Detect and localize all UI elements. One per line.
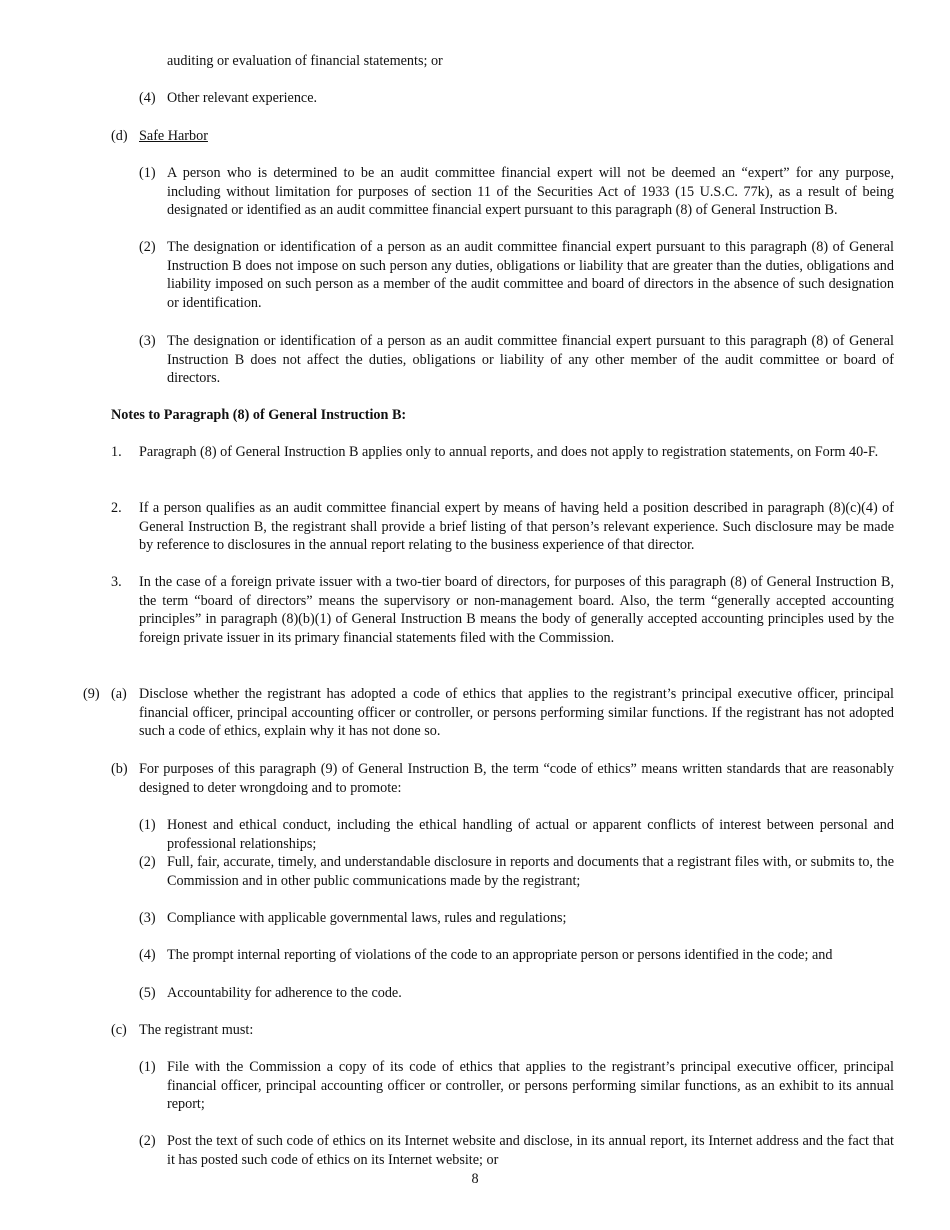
subparagraph-marker: (b): [111, 761, 128, 777]
item-marker: (2): [139, 239, 156, 255]
paragraph-marker: (9): [83, 686, 100, 702]
note-marker: 2.: [111, 500, 122, 516]
item-marker: (1): [139, 1059, 156, 1075]
item-text: Accountability for adherence to the code.: [167, 985, 402, 1001]
item-text: Other relevant experience.: [167, 90, 318, 106]
item-marker: (3): [139, 910, 156, 926]
item-text: A person who is determined to be an audit committee financial expert will not be deemed an “expert” for any purpose, including without limitation for purposes of section 11 of the Securities Act of 1933 (15 U.S.C. 77k), as a result of being designated or identified as an audit committee financial expert pursuant to this paragraph (8) of General Instruction B.: [167, 165, 894, 219]
item-text: Compliance with applicable governmental laws, rules and regulations;: [167, 910, 567, 926]
continuation-text: auditing or evaluation of financial statements; or: [167, 53, 443, 69]
item-text: The designation or identification of a person as an audit committee financial expert pursuant to this paragraph (8) of General Instruction B does not impose on such person any duties, obligations or liability that are greater than the duties, obligations and liability imposed on such person as a member of the audit committee and board of directors in the absence of such designation or identification.: [167, 239, 894, 311]
section-title: Safe Harbor: [139, 128, 208, 144]
item-marker: (3): [139, 333, 156, 349]
item-marker: (4): [139, 947, 156, 963]
item-text: Full, fair, accurate, timely, and understandable disclosure in reports and documents that a registrant files with, or submits to, the Commission and in other public communications made by the registrant;: [167, 854, 894, 889]
item-marker: (2): [139, 854, 156, 870]
note-text: In the case of a foreign private issuer with a two-tier board of directors, for purposes of this paragraph (8) of General Instruction B, the term “board of directors” means the supervisory or non-management board. Also, the term “generally accepted accounting principles” in paragraph (8)(b)(1) of General Instruction B means the body of generally accepted accounting principles used by the foreign private issuer in its primary financial statements filed with the Commission.: [139, 574, 894, 646]
item-marker: (4): [139, 90, 156, 106]
item-text: File with the Commission a copy of its code of ethics that applies to the registrant’s principal executive officer, principal financial officer, principal accounting officer or controller, or persons performing similar functions, as an exhibit to its annual report;: [167, 1059, 894, 1113]
note-marker: 3.: [111, 574, 122, 590]
item-text: The prompt internal reporting of violations of the code to an appropriate person or persons identified in the code; and: [167, 947, 833, 963]
subparagraph-marker: (a): [111, 686, 127, 702]
item-text: The designation or identification of a person as an audit committee financial expert pursuant to this paragraph (8) of General Instruction B does not affect the duties, obligations or liability of any other member of the audit committee or board of directors.: [167, 333, 894, 387]
note-marker: 1.: [111, 444, 122, 460]
item-marker: (1): [139, 165, 156, 181]
subparagraph-marker: (c): [111, 1022, 127, 1038]
page-number: 8: [471, 1171, 479, 1187]
note-text: If a person qualifies as an audit committee financial expert by means of having held a position described in paragraph (8)(c)(4) of General Instruction B, the registrant shall provide a brief listing of that person’s relevant experience. Such disclosure may be made by reference to disclosures in the annual report relating to the business experience of that director.: [139, 500, 894, 554]
subparagraph-text: The registrant must:: [139, 1022, 254, 1038]
item-text: Honest and ethical conduct, including the ethical handling of actual or apparent conflicts of interest between personal and professional relationships;: [167, 817, 894, 852]
item-marker: (2): [139, 1133, 156, 1149]
section-marker: (d): [111, 128, 128, 144]
item-marker: (5): [139, 985, 156, 1001]
item-marker: (1): [139, 817, 156, 833]
item-text: Post the text of such code of ethics on its Internet website and disclose, in its annual report, its Internet address and the fact that it has posted such code of ethics on its Internet website; or: [167, 1133, 894, 1168]
subparagraph-text: Disclose whether the registrant has adopted a code of ethics that applies to the registrant’s principal executive officer, principal financial officer, principal accounting officer or controller, or persons performing similar functions. If the registrant has not adopted such a code of ethics, explain why it has not done so.: [139, 686, 894, 740]
note-text: Paragraph (8) of General Instruction B applies only to annual reports, and does not apply to registration statements, on Form 40-F.: [139, 444, 879, 460]
subparagraph-text: For purposes of this paragraph (9) of General Instruction B, the term “code of ethics” means written standards that are reasonably designed to deter wrongdoing and to promote:: [139, 761, 894, 796]
notes-heading: Notes to Paragraph (8) of General Instruction B:: [111, 407, 407, 423]
